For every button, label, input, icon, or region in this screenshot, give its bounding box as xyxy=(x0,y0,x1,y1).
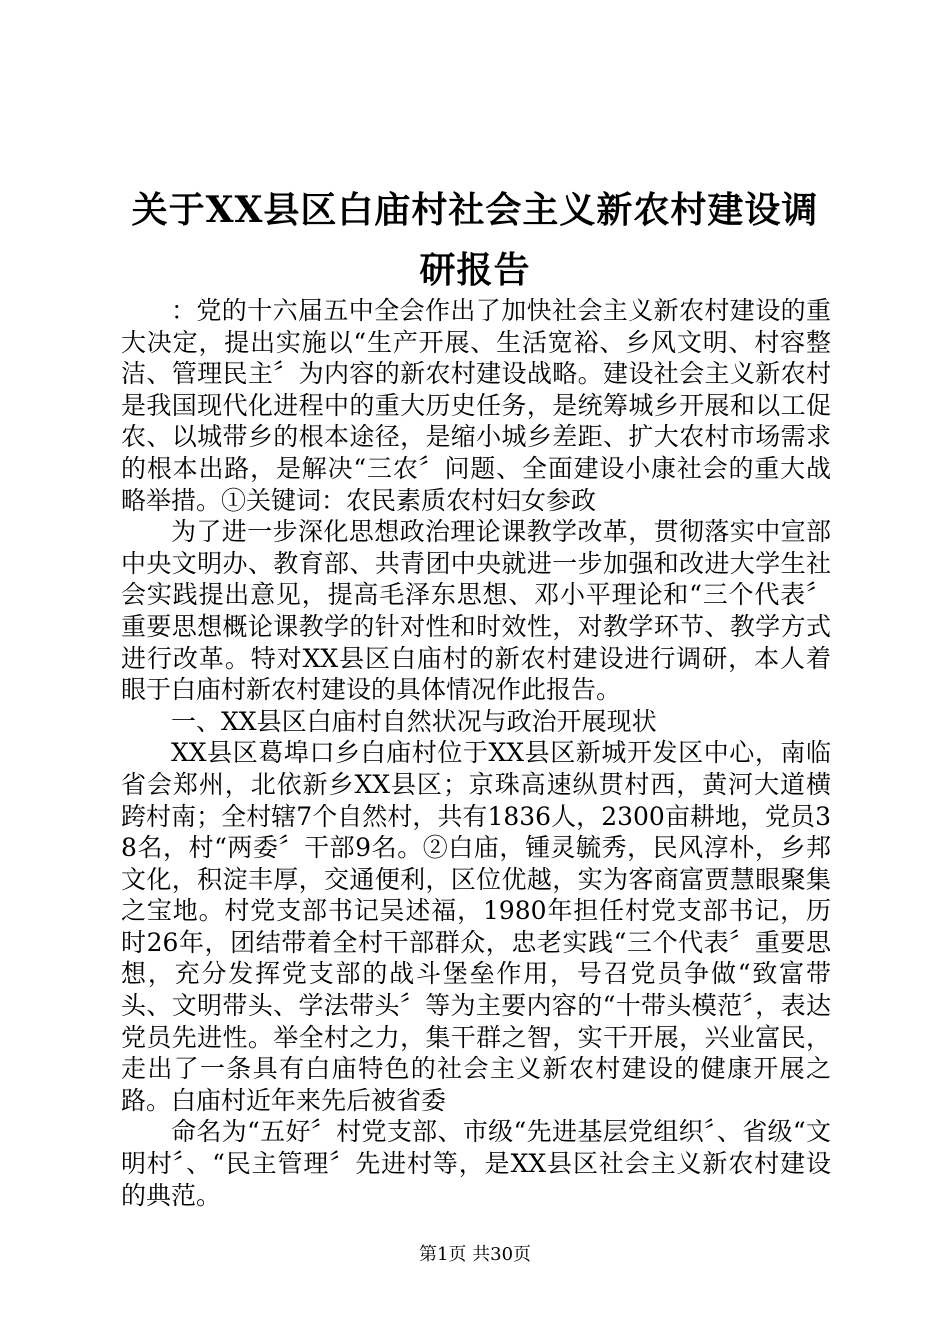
document-title: 关于XX县区白庙村社会主义新农村建设调研报告 xyxy=(131,189,819,291)
paragraph-village-overview: XX县区葛埠口乡白庙村位于XX县区新城开发区中心，南临省会郑州，北依新乡XX县区；京珠高速纵贯村西，黄河大道横跨村南；全村辖7个自然村，共有1836人，2300亩耕地，党员38名，村“两委〞干部9名。②白庙，锺灵毓秀，民风淳朴，乡邦文化，积淀丰厚，交通便利，区位优越，实为客商富贾慧眼聚集之宝地。村党支部书记吴述福，1980年担任村党支部书记，历时26年，团结带着全村干部群众，忠老实践“三个代表〞重要思想，充分发挥党支部的战斗堡垒作用，号召党员争做“致富带头、文明带头、学法带头〞等为主要内容的“十带头模范〞，表达党员先进性。举全村之力，集干群之智，实干开展，兴业富民，走出了一条具有白庙特色的社会主义新农村建设的健康开展之路。白庙村近年来先后被省委 xyxy=(121,738,831,1115)
section-heading-1: 一、XX县区白庙村自然状况与政治开展现状 xyxy=(171,706,657,736)
page-number: 第1页 共30页 xyxy=(418,1244,532,1265)
paragraph-honors: 命名为“五好〞村党支部、市级“先进基层党组织〞、省级“文明村〞、“民主管理〞先进村等，是XX县区社会主义新农村建设的典范。 xyxy=(121,1117,831,1210)
document-body xyxy=(121,295,831,1211)
paragraph-purpose: 为了进一步深化思想政治理论课教学改革，贯彻落实中宣部中央文明办、教育部、共青团中央就进一步加强和改进大学生社会实践提出意见，提高毛泽东思想、邓小平理论和“三个代表〞重要思想概论课教学的针对性和时效性，对教学环节、教学方式进行改革。特对XX县区白庙村的新农村建设进行调研，本人着眼于白庙村新农村建设的具体情况作此报告。 xyxy=(121,517,831,705)
paragraph-abstract: ：党的十六届五中全会作出了加快社会主义新农村建设的重大决定，提出实施以“生产开展、生活宽裕、乡风文明、村容整洁、管理民主〞为内容的新农村建设战略。建设社会主义新农村是我国现代化进程中的重大历史任务，是统筹城乡开展和以工促农、以城带乡的根本途径，是缩小城乡差距、扩大农村市场需求的根本出路，是解决“三农〞问题、全面建设小康社会的重大战略举措。①关键词：农民素质农村妇女参政 xyxy=(121,296,831,515)
